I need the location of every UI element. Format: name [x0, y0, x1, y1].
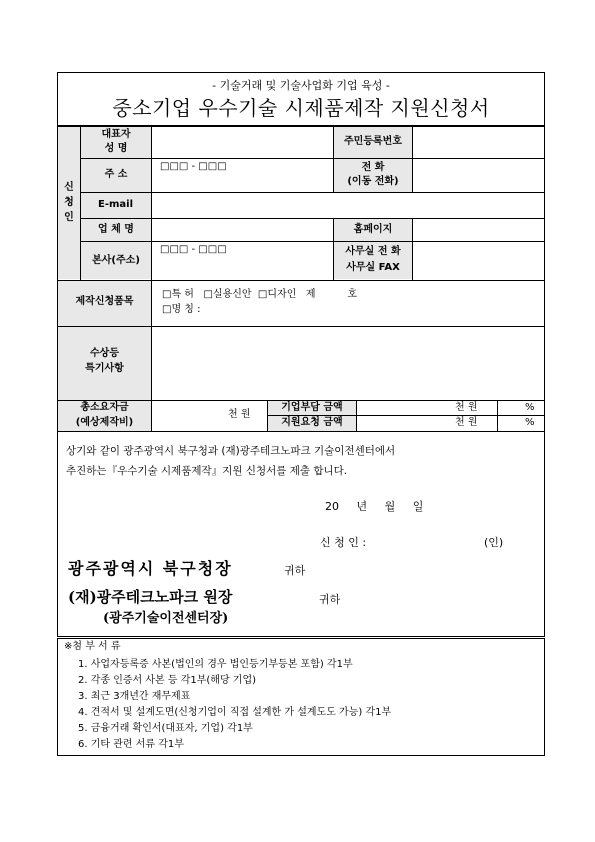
email-label: E-mail — [98, 199, 134, 210]
product-type-options[interactable]: □특 허 □실용신안 □디자인 제 호 — [162, 289, 358, 300]
office-fax-label: 사무실 FAX — [346, 262, 400, 273]
applicant-sign-label: 신 청 인 : — [320, 536, 367, 549]
recipient-2-suffix: 귀하 — [319, 593, 341, 606]
address-label: 주 소 — [104, 169, 128, 180]
phone-label-1: 전 화 — [361, 162, 385, 173]
recipient-2-name: (재)광주테크노파크 원장 — [68, 588, 233, 606]
company-label: 업 체 명 — [98, 224, 134, 235]
attachment-item: 1. 사업자등록증 사본(법인의 경우 법인등기부등본 포함) 각1부 — [78, 659, 353, 670]
email-field[interactable] — [152, 193, 544, 217]
company-burden-unit[interactable]: 천 원 — [455, 402, 478, 413]
section-label-applicant-3: 인 — [64, 212, 74, 223]
rep-name-field[interactable] — [152, 127, 332, 157]
attachment-item: 3. 최근 3개년간 재무제표 — [78, 691, 191, 702]
phone-label-2: (이동 전화) — [347, 176, 399, 187]
statement-line-1: 상기와 같이 광주광역시 북구청과 (재)광주테크노파크 기술이전센터에서 — [66, 445, 396, 457]
recipient-3-name: (광주기술이전센터장) — [103, 611, 229, 626]
phone-field[interactable] — [413, 159, 544, 191]
homepage-field[interactable] — [413, 219, 544, 240]
section-label-applicant-1: 신 — [64, 182, 74, 193]
product-label: 제작신청품목 — [75, 296, 134, 307]
form-title: 중소기업 우수기술 시제품제작 지원신청서 — [112, 96, 490, 120]
homepage-label: 홈페이지 — [353, 224, 393, 235]
address-field[interactable]: □□□ - □□□ — [160, 161, 227, 172]
awards-field[interactable] — [152, 327, 544, 400]
attachment-item: 4. 견적서 및 설계도면(신청기업이 직접 설계한 가 설계도도 가능) 각1부 — [78, 707, 392, 718]
hq-address-field[interactable]: □□□ - □□□ — [160, 244, 227, 255]
rep-label-1: 대표자 — [101, 129, 131, 140]
recipient-1-suffix: 귀하 — [284, 564, 306, 577]
attachment-item: 2. 각종 인증서 사본 등 각1부(해당 기업) — [78, 675, 257, 686]
total-cost-unit[interactable]: 천 원 — [228, 409, 251, 420]
total-cost-label-2: (예상제작비) — [75, 417, 134, 428]
product-name-field[interactable]: □명 칭 : — [162, 304, 201, 315]
total-cost-label-1: 총소요자금 — [80, 402, 129, 413]
resident-no-label: 주민등록번호 — [344, 136, 402, 147]
rep-label-2: 성 명 — [104, 143, 128, 154]
form-subtitle: - 기술거래 및 기술사업화 기업 육성 - — [212, 79, 390, 92]
resident-no-field[interactable] — [413, 127, 544, 157]
office-phone-field[interactable] — [413, 242, 544, 279]
awards-label-2: 특기사항 — [85, 363, 124, 374]
support-request-unit[interactable]: 천 원 — [455, 417, 478, 428]
support-request-label: 지원요청 금액 — [281, 417, 343, 428]
company-burden-pct[interactable]: % — [525, 402, 535, 413]
attachment-item: 5. 금융거래 확인서(대표자, 기업) 각1부 — [78, 723, 253, 734]
support-request-pct[interactable]: % — [525, 417, 535, 428]
attachment-item: 6. 기타 관련 서류 각1부 — [78, 739, 184, 750]
statement-line-2: 추진하는『우수기술 시제품제작』지원 신청서를 제출 합니다. — [66, 465, 348, 477]
awards-label-1: 수상등 — [90, 348, 119, 359]
office-phone-label: 사무실 전 화 — [345, 246, 401, 257]
date-line[interactable]: 20 년 월 일 — [325, 500, 424, 513]
company-field[interactable] — [152, 219, 332, 240]
recipient-1-name: 광주광역시 북구청장 — [68, 559, 233, 578]
section-label-applicant-2: 청 — [64, 197, 74, 208]
hq-label: 본사(주소) — [92, 255, 140, 266]
seal-mark[interactable]: (인) — [484, 536, 504, 549]
company-burden-label: 기업부담 금액 — [281, 402, 343, 413]
attachments-title: ※첨 부 서 류 — [64, 641, 121, 652]
